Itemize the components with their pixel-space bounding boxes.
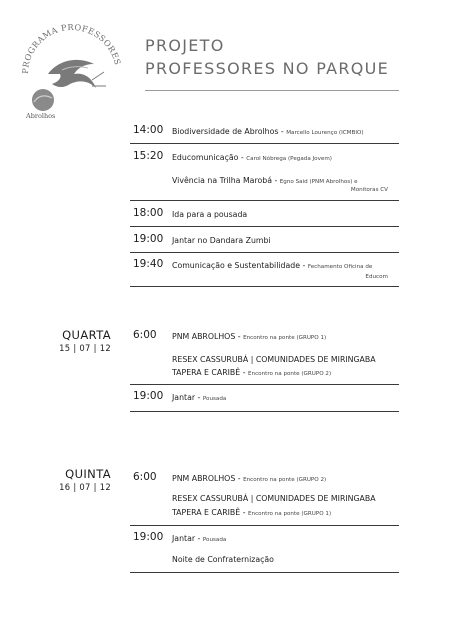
event-line: Jantar - Pousada (172, 534, 227, 543)
event-time: 18:00 (133, 207, 164, 219)
event-note-continued: Educom (365, 274, 388, 280)
page-title-line2: PROFESSORES NO PARQUE (145, 59, 390, 78)
row-divider (130, 525, 399, 526)
title-divider (145, 90, 399, 91)
row-divider (130, 143, 399, 144)
event-time: 19:40 (133, 258, 164, 270)
logo-arc-top-text: PROGRAMA PROFESSORES (19, 22, 124, 75)
event-line: PNM ABROLHOS - Encontro na ponte (GRUPO 1) (172, 332, 327, 341)
event-line: Educomunicação - Carol Nóbrega (Pegada Jovem) (172, 153, 332, 162)
row-divider (130, 411, 399, 412)
row-divider (130, 572, 399, 573)
event-time: 19:00 (133, 390, 164, 402)
row-divider (130, 226, 399, 227)
event-line: Jantar - Pousada (172, 393, 227, 402)
event-time: 14:00 (133, 124, 164, 136)
day-label: QUARTA (62, 328, 111, 342)
event-line: TAPERA E CARIBÊ - Encontro na ponte (GRUPO 2) (172, 368, 332, 377)
event-line: PNM ABROLHOS - Encontro na ponte (GRUPO 2) (172, 474, 327, 483)
event-line: RESEX CASSURUBÁ | COMUNIDADES DE MIRINGABA (172, 355, 376, 364)
seal-text: Abrolhos (26, 112, 56, 120)
page-title-line1: PROJETO (145, 36, 225, 55)
event-time: 6:00 (133, 471, 157, 483)
event-line: Comunicação e Sustentabilidade - Fechamento Oficina de (172, 261, 373, 270)
row-divider (130, 252, 399, 253)
day-date: 16 | 07 | 12 (59, 482, 111, 492)
event-line: RESEX CASSURUBÁ | COMUNIDADES DE MIRINGABA (172, 494, 376, 503)
event-line: Noite de Confraternização (172, 555, 274, 564)
event-line: Jantar no Dandara Zumbi (172, 236, 271, 245)
event-line: Biodiversidade de Abrolhos - Marcello Lourenço (ICMBIO) (172, 127, 364, 136)
day-label: QUINTA (65, 467, 111, 481)
program-logo (18, 22, 126, 122)
event-time: 19:00 (133, 531, 164, 543)
event-note-continued: Monitoras CV (350, 187, 388, 193)
row-divider (130, 200, 399, 201)
event-line: Vivência na Trilha Marobá - Egno Said (PNM Abrolhos) e (172, 176, 358, 185)
logo-arc-bottom-text (63, 121, 109, 122)
event-time: 15:20 (133, 150, 164, 162)
event-time: 6:00 (133, 329, 157, 341)
row-divider (130, 384, 399, 385)
event-line: Ida para a pousada (172, 210, 248, 219)
row-divider (130, 286, 399, 287)
event-line: TAPERA E CARIBÊ - Encontro na ponte (GRUPO 1) (172, 508, 332, 517)
bird-icon (48, 60, 96, 88)
day-date: 15 | 07 | 12 (59, 343, 111, 353)
svg-text:NO PARQUE (63, 121, 109, 122)
event-time: 19:00 (133, 233, 164, 245)
